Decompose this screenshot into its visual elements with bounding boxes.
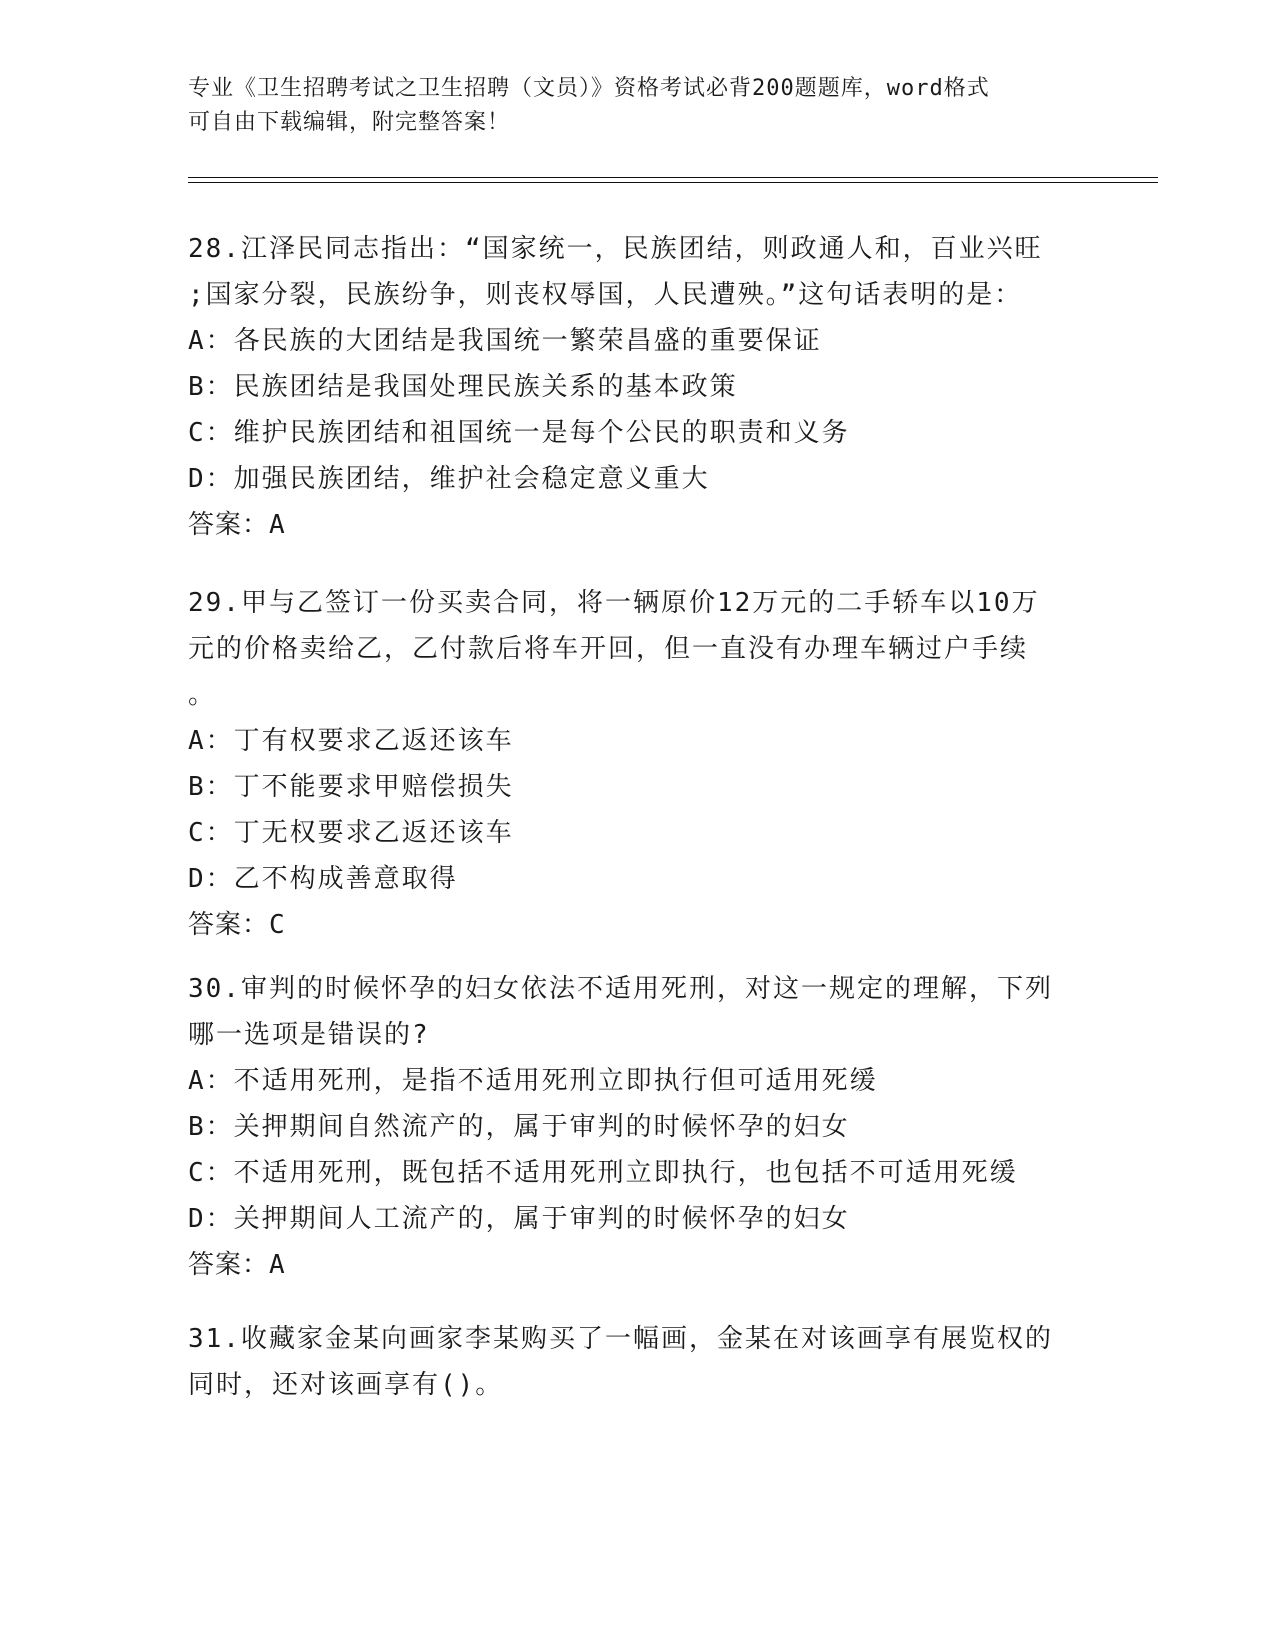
question-31 bbox=[188, 1316, 1088, 1408]
question-text-line: 31.收藏家金某向画家李某购买了一幅画，金某在对该画享有展览权的 bbox=[188, 1324, 1053, 1354]
option-b: B：民族团结是我国处理民族关系的基本政策 bbox=[188, 372, 738, 402]
answer-label: 答案： bbox=[188, 510, 270, 540]
question-text-line: 29.甲与乙签订一份买卖合同，将一辆原价12万元的二手轿车以10万 bbox=[188, 588, 1040, 618]
question-text-line: ;国家分裂，民族纷争，则丧权辱国，人民遭殃。”这句话表明的是： bbox=[188, 280, 1023, 310]
option-b: B：丁不能要求甲赔偿损失 bbox=[188, 772, 514, 802]
document-header bbox=[188, 72, 1068, 140]
header-divider-bottom bbox=[188, 182, 1158, 183]
option-a: A：丁有权要求乙返还该车 bbox=[188, 726, 514, 756]
question-text-line: 元的价格卖给乙，乙付款后将车开回，但一直没有办理车辆过户手续 bbox=[188, 634, 1029, 664]
answer-value: A bbox=[269, 1250, 286, 1280]
option-c: C：丁无权要求乙返还该车 bbox=[188, 818, 514, 848]
question-30 bbox=[188, 966, 1088, 1288]
question-text-line: 。 bbox=[188, 680, 217, 710]
option-c: C：不适用死刑，既包括不适用死刑立即执行，也包括不可适用死缓 bbox=[188, 1158, 1018, 1188]
option-d: D：加强民族团结，维护社会稳定意义重大 bbox=[188, 464, 710, 494]
option-a: A：不适用死刑，是指不适用死刑立即执行但可适用死缓 bbox=[188, 1066, 878, 1096]
option-d: D：乙不构成善意取得 bbox=[188, 864, 458, 894]
header-line-1: 专业《卫生招聘考试之卫生招聘（文员）》资格考试必背200题题库，word格式 bbox=[188, 76, 990, 101]
question-29 bbox=[188, 580, 1088, 948]
option-b: B：关押期间自然流产的，属于审判的时候怀孕的妇女 bbox=[188, 1112, 850, 1142]
option-c: C：维护民族团结和祖国统一是每个公民的职责和义务 bbox=[188, 418, 850, 448]
option-a: A：各民族的大团结是我国统一繁荣昌盛的重要保证 bbox=[188, 326, 822, 356]
header-divider-top bbox=[188, 177, 1158, 178]
question-text-line: 30.审判的时候怀孕的妇女依法不适用死刑，对这一规定的理解，下列 bbox=[188, 974, 1053, 1004]
answer bbox=[188, 502, 1088, 548]
question-28 bbox=[188, 226, 1088, 548]
header-line-2: 可自由下载编辑，附完整答案！ bbox=[188, 110, 511, 135]
question-text-line: 同时，还对该画享有()。 bbox=[188, 1370, 504, 1400]
answer-value: C bbox=[269, 910, 286, 940]
question-text-line: 28.江泽民同志指出：“国家统一，民族团结，则政通人和，百业兴旺 bbox=[188, 234, 1043, 264]
question-text-line: 哪一选项是错误的? bbox=[188, 1020, 430, 1050]
answer bbox=[188, 902, 1088, 948]
answer-label: 答案： bbox=[188, 910, 270, 940]
answer-label: 答案： bbox=[188, 1250, 270, 1280]
answer bbox=[188, 1242, 1088, 1288]
answer-value: A bbox=[269, 510, 286, 540]
option-d: D：关押期间人工流产的，属于审判的时候怀孕的妇女 bbox=[188, 1204, 850, 1234]
